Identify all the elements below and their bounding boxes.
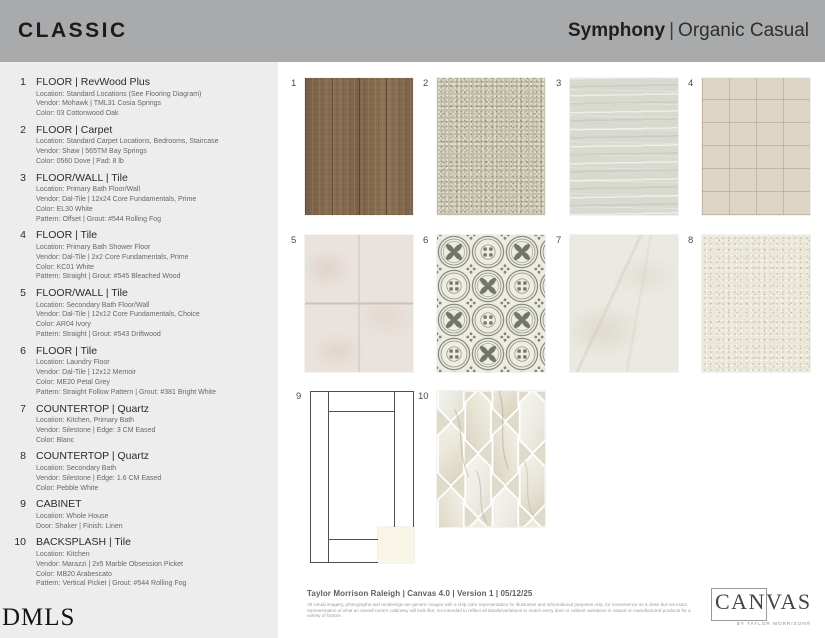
swatch-12x12-tile-image [305, 235, 413, 372]
spec-item-body [36, 76, 201, 119]
spec-detail-line: Vendor: Shaw | 565TM Bay Springs [36, 148, 147, 156]
spec-item-number: 1 [20, 76, 26, 88]
spec-item [0, 536, 278, 589]
spec-item-number: 2 [20, 123, 26, 136]
spec-item-title: COUNTERTOP | Quartz [36, 402, 150, 415]
spec-detail-line: Vendor: Silestone | Edge: 1.6 CM Eased [36, 474, 162, 482]
spec-item-title: COUNTERTOP | Quartz [36, 450, 150, 463]
spec-detail-line: Location: Standard Carpet Locations, Bedrooms, Staircase [36, 138, 219, 146]
swatch-number: 7 [556, 235, 562, 246]
spec-item-body [36, 450, 161, 493]
spec-item-body [36, 345, 216, 398]
spec-detail-line: Color: 0560 Dove | Pad: 8 lb [36, 157, 124, 165]
swatch-cabinet-door [296, 391, 414, 563]
spec-item-number: 5 [20, 287, 26, 300]
document-meta: Taylor Morrison Raleigh | Canvas 4.0 | Version 1 | 05/12/25 [307, 589, 533, 598]
spec-detail-line: Color: KC01 White [36, 263, 94, 271]
swatch-number: 5 [291, 235, 297, 246]
spec-item-number: 3 [20, 171, 26, 184]
shaker-door-drawing [310, 391, 414, 563]
spec-item-title: FLOOR/WALL | Tile [36, 171, 128, 184]
linen-finish-chip [378, 527, 414, 563]
spec-detail-line: Location: Primary Bath Shower Floor [36, 243, 151, 251]
swatch-number: 3 [556, 78, 562, 89]
spec-item-details [36, 137, 219, 166]
style-subtitle: Organic Casual [678, 20, 809, 41]
spec-item [0, 450, 278, 493]
spec-item-title: CABINET [36, 498, 82, 511]
spec-item-details [36, 301, 200, 340]
canvas-logo [711, 587, 811, 631]
spec-item-title: BACKSPLASH | Tile [36, 536, 131, 549]
memoir-pattern-image [437, 235, 545, 372]
spec-sidebar [0, 62, 278, 638]
spec-detail-line: Vendor: Dal-Tile | 12x24 Core Fundamentals, Prime [36, 196, 197, 204]
spec-detail-line: Color: AR04 Ivory [36, 321, 91, 329]
picket-mosaic-image [437, 391, 545, 527]
swatch-memoir-tile [423, 235, 545, 377]
spec-detail-line: Location: Standard Locations (See Flooring Diagram) [36, 90, 202, 98]
spec-detail-line: Color: Pebble White [36, 484, 99, 492]
spec-item-number: 10 [14, 536, 26, 549]
spec-detail-line: Location: Secondary Bath Floor/Wall [36, 301, 150, 309]
spec-detail-line: Color: Blanc [36, 436, 75, 444]
door-rail-line [328, 411, 393, 412]
spec-detail-line: Pattern: Vertical Picket | Grout: #544 Rolling Fog [36, 580, 187, 588]
spec-detail-line: Color: ME20 Petal Grey [36, 378, 110, 386]
spec-item-title: FLOOR/WALL | Tile [36, 287, 128, 300]
door-stile-line [328, 392, 329, 562]
spec-item-details [36, 243, 189, 282]
spec-detail-line: Color: MB20 Arabescato [36, 570, 112, 578]
spec-detail-line: Location: Secondary Bath [36, 464, 117, 472]
spec-detail-line: Location: Primary Bath Floor/Wall [36, 186, 140, 194]
spec-detail-line: Pattern: Offset | Grout: #544 Rolling Fog [36, 215, 162, 223]
spec-detail-line: Vendor: Mohawk | TML31 Cosia Springs [36, 100, 162, 108]
swatch-2x2-tile [688, 78, 810, 215]
collection-title: CLASSIC [18, 19, 128, 42]
dmls-watermark: DMLS [2, 604, 76, 631]
spec-item [0, 172, 278, 225]
style-name: Symphony [567, 20, 666, 41]
spec-item-details [36, 358, 216, 397]
spec-item-title: FLOOR | RevWood Plus [36, 76, 150, 88]
spec-item-number: 8 [20, 450, 26, 463]
swatch-number: 9 [296, 391, 302, 402]
spec-item-details [36, 550, 186, 589]
swatch-quartz-pebble-white-image [702, 235, 810, 372]
spec-detail-line: Vendor: Dal-Tile | 2x2 Core Fundamentals, Prime [36, 253, 189, 261]
spec-item [0, 498, 278, 531]
spec-item-details [36, 416, 155, 445]
spec-item-number: 7 [20, 402, 26, 415]
swatch-number: 4 [688, 78, 694, 89]
swatch-board [278, 62, 825, 638]
swatch-wood-floor-image [305, 78, 413, 215]
spec-detail-line: Vendor: Dal-Tile | 12x12 Memoir [36, 369, 136, 377]
swatch-12x12-tile [291, 235, 413, 372]
swatch-number: 1 [291, 78, 297, 89]
spec-item-body [36, 498, 123, 531]
spec-item-body [36, 287, 200, 340]
spec-item-number: 9 [20, 498, 26, 511]
swatch-wood-floor [291, 78, 413, 215]
spec-detail-line: Location: Kitchen [36, 550, 90, 558]
spec-detail-line: Location: Laundry Floor [36, 359, 110, 367]
spec-detail-line: Vendor: Dal-Tile | 12x12 Core Fundamentals, Choice [36, 311, 200, 319]
spec-detail-line: Color: EL30 White [36, 205, 93, 213]
spec-item-details [36, 464, 161, 493]
swatch-quartz-pebble-white [688, 235, 810, 372]
spec-item-body [36, 172, 196, 225]
swatch-2x2-tile-image [702, 78, 810, 215]
spec-item [0, 124, 278, 167]
spec-item-body [36, 536, 186, 589]
spec-item-title: FLOOR | Carpet [36, 123, 113, 136]
swatch-12x24-tile-image [570, 78, 678, 215]
header-bar [0, 0, 825, 62]
spec-item [0, 229, 278, 282]
disclaimer-text: All virtual imagery, photographs and renderings are generic images with a chip color representation for illustrative and informational purposes only, for convenience as a close but not exact representation of what an overall room's cabinetry will look like; not intended to reflect all details/variations to match every door or cabinet variations in natural or manufactured products for a variety of factors. [307, 602, 691, 619]
spec-detail-line: Door: Shaker | Finish: Linen [36, 522, 123, 530]
swatch-12x24-tile [556, 78, 678, 215]
canvas-logo-tagline: BY TAYLOR MORRISON® [736, 622, 811, 627]
spec-detail-line: Vendor: Marazzi | 2x5 Marble Obsession Picket [36, 560, 183, 568]
spec-detail-line: Vendor: Silestone | Edge: 3 CM Eased [36, 426, 156, 434]
spec-detail-line: Pattern: Straight | Grout: #545 Bleached Wood [36, 273, 181, 281]
spec-item [0, 76, 278, 119]
spec-item-title: FLOOR | Tile [36, 229, 98, 242]
swatch-number: 10 [418, 391, 429, 402]
spec-item-body [36, 229, 189, 282]
spec-item-details [36, 185, 196, 224]
spec-item-details [36, 512, 123, 532]
swatch-number: 6 [423, 235, 429, 246]
style-title [568, 20, 809, 42]
swatch-number: 2 [423, 78, 429, 89]
spec-detail-line: Color: 03 Cottonwood Oak [36, 110, 119, 118]
spec-detail-line: Location: Kitchen, Primary Bath [36, 417, 135, 425]
style-separator: | [669, 20, 675, 41]
spec-detail-line: Location: Whole House [36, 512, 109, 520]
swatch-quartz-blanc-image [570, 235, 678, 372]
spec-item [0, 345, 278, 398]
swatch-number: 8 [688, 235, 694, 246]
spec-item [0, 403, 278, 446]
swatch-carpet-image [437, 78, 545, 215]
swatch-quartz-blanc [556, 235, 678, 372]
swatch-picket-backsplash [418, 391, 545, 532]
spec-item-title: FLOOR | Tile [36, 344, 98, 357]
spec-item-body [36, 403, 155, 446]
spec-item-number: 4 [20, 229, 26, 242]
spec-item [0, 287, 278, 340]
canvas-logo-text: CANVAS [715, 589, 812, 614]
spec-detail-line: Pattern: Straight Follow Pattern | Grout: #381 Bright White [36, 388, 217, 396]
spec-item-number: 6 [20, 344, 26, 357]
spec-item-body [36, 124, 219, 167]
spec-detail-line: Pattern: Straight | Grout: #543 Driftwood [36, 331, 161, 339]
spec-list [0, 76, 278, 589]
spec-item-details [36, 90, 201, 119]
swatch-carpet [423, 78, 545, 215]
